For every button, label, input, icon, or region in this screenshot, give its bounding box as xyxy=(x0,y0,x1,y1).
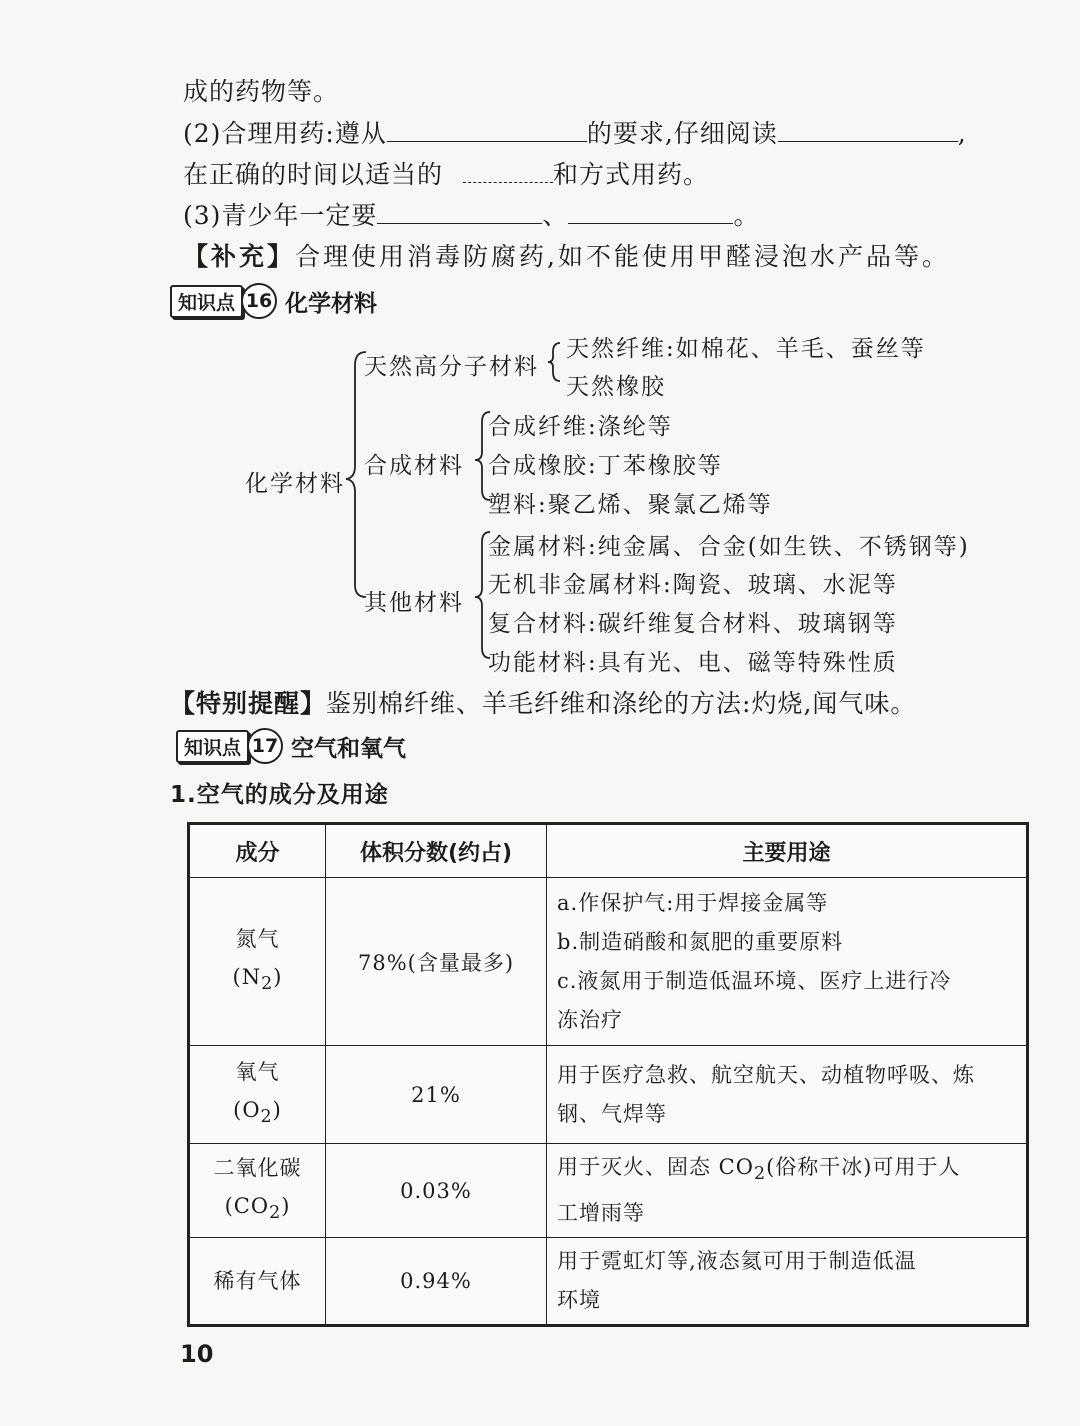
gas-formula: $(N_2)$ xyxy=(232,964,283,995)
kp16-title: 化学材料 xyxy=(285,290,378,317)
cell-fraction: 0.94% xyxy=(326,1238,547,1326)
table-row xyxy=(189,1046,1028,1144)
use-line: 用于灭火、固态 $CO_2$(俗称干冰)可用于人 xyxy=(557,1155,961,1185)
kp17-title: 空气和氧气 xyxy=(291,735,407,762)
page-number: 10 xyxy=(180,1340,214,1368)
use-line: 环境 xyxy=(557,1288,601,1313)
supplement-text: 合理使用消毒防腐药,如不能使用甲醛浸泡水产品等。 xyxy=(295,242,950,271)
use-line: c.液氮用于制造低温环境、医疗上进行冷 xyxy=(557,968,952,993)
table-header-row xyxy=(189,824,1028,878)
header-component: 成分 xyxy=(189,824,326,878)
item2b-end: 和方式用药。 xyxy=(553,160,710,189)
cell-uses xyxy=(547,1144,1028,1238)
gas-name: 氧气 xyxy=(235,1059,280,1084)
use-line: b.制造硝酸和氮肥的重要原料 xyxy=(557,929,844,954)
supplement-tag: 【补充】 xyxy=(183,242,296,271)
cell-name xyxy=(189,878,326,1046)
cell-name xyxy=(189,1046,326,1144)
use-line: 钢、气焊等 xyxy=(557,1101,667,1126)
tree-other-item-2: 复合材料:碳纤维复合材料、玻璃钢等 xyxy=(488,611,898,637)
knowledge-point-17 xyxy=(176,728,406,764)
air-composition-table xyxy=(187,822,1029,1327)
tree-synthetic-item-2: 塑料:聚乙烯、聚氯乙烯等 xyxy=(488,492,773,518)
tree-synthetic-label: 合成材料 xyxy=(364,453,464,479)
tree-synthetic-item-0: 合成纤维:涤纶等 xyxy=(488,414,673,440)
table-row xyxy=(189,1144,1028,1238)
tree-other-item-1: 无机非金属材料:陶瓷、玻璃、水泥等 xyxy=(488,572,898,598)
brace-root xyxy=(346,352,366,597)
section-heading: 1.空气的成分及用途 xyxy=(170,782,389,808)
kp16-number: 16 xyxy=(241,283,277,319)
reminder-text: 鉴别棉纤维、羊毛纤维和涤纶的方法:灼烧,闻气味。 xyxy=(326,689,917,718)
header-fraction: 体积分数(约占) xyxy=(326,824,547,878)
tree-synthetic-item-1: 合成橡胶:丁苯橡胶等 xyxy=(488,453,723,479)
gas-name: 二氧化碳 xyxy=(213,1156,302,1180)
item2-end: , xyxy=(957,119,967,148)
special-reminder xyxy=(170,684,916,720)
item3-prefix: (3)青少年一定要 xyxy=(183,201,378,230)
table-row xyxy=(189,878,1028,1046)
tree-natural-item-0: 天然纤维:如棉花、羊毛、蚕丝等 xyxy=(566,336,926,362)
tree-other-item-3: 功能材料:具有光、电、磁等特殊性质 xyxy=(488,650,898,676)
item3-end: 。 xyxy=(733,201,760,230)
item3-mid: 、 xyxy=(542,201,569,230)
item2-prefix: (2)合理用药:遵从 xyxy=(183,119,387,148)
use-line: 用于霓虹灯等,液态氦可用于制造低温 xyxy=(557,1249,917,1274)
header-uses: 主要用途 xyxy=(547,824,1028,878)
tree-natural-item-1: 天然橡胶 xyxy=(566,374,666,400)
kp17-number: 17 xyxy=(247,728,283,764)
item2-mid: 的要求,仔细阅读 xyxy=(586,119,778,148)
gas-formula: $(O_2)$ xyxy=(233,1097,282,1128)
tree-natural-label: 天然高分子材料 xyxy=(364,354,539,380)
gas-name: 氮气 xyxy=(235,926,280,951)
cell-fraction: 78%(含量最多) xyxy=(326,878,547,1046)
reminder-tag: 【特别提醒】 xyxy=(170,689,327,718)
item2b-prefix: 在正确的时间以适当的 xyxy=(183,160,444,189)
brace-natural xyxy=(548,343,560,381)
tree-other-item-0: 金属材料:纯金属、合金(如生铁、不锈钢等) xyxy=(488,534,970,560)
cell-uses xyxy=(547,1046,1028,1144)
use-line: a.作保护气:用于焊接金属等 xyxy=(557,890,829,915)
tree-other-label: 其他材料 xyxy=(364,590,464,616)
intro-line-0: 成的药物等。 xyxy=(183,77,340,106)
gas-name: 稀有气体 xyxy=(213,1269,302,1294)
cell-uses xyxy=(547,878,1028,1046)
table-row xyxy=(189,1238,1028,1326)
use-line: 工增雨等 xyxy=(557,1201,645,1226)
tree-root: 化学材料 xyxy=(245,471,345,497)
cell-fraction: 21% xyxy=(326,1046,547,1144)
use-line: 用于医疗急救、航空航天、动植物呼吸、炼 xyxy=(557,1062,975,1087)
cell-fraction: 0.03% xyxy=(326,1144,547,1238)
cell-uses xyxy=(547,1238,1028,1326)
cell-name xyxy=(189,1238,326,1326)
cell-name xyxy=(189,1144,326,1238)
gas-formula: $(CO_2)$ xyxy=(224,1194,291,1224)
use-line: 冻治疗 xyxy=(557,1007,623,1032)
kp17-label: 知识点 xyxy=(176,730,249,763)
kp16-label: 知识点 xyxy=(170,285,243,318)
